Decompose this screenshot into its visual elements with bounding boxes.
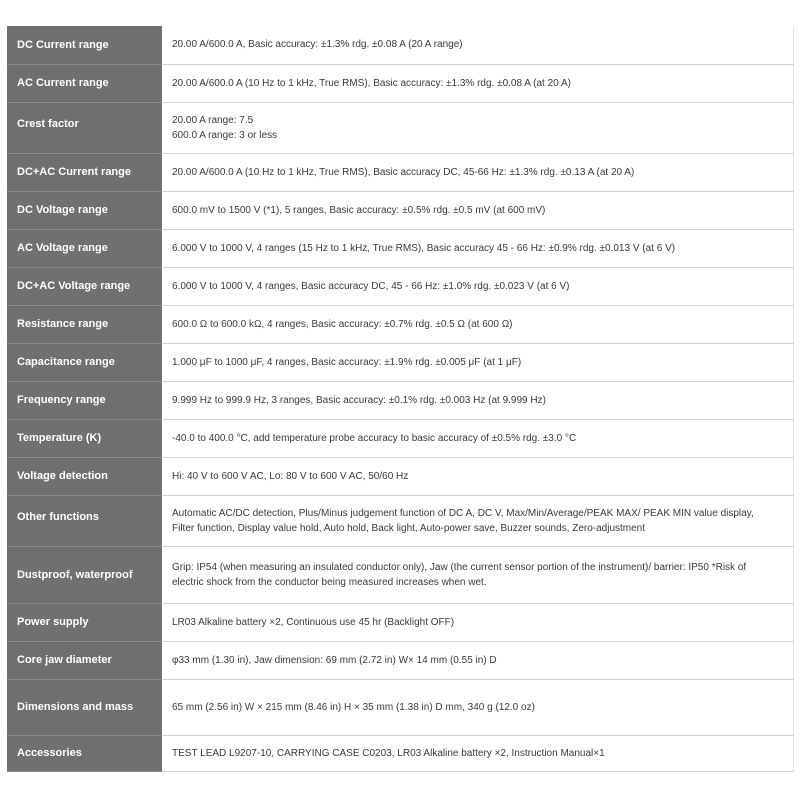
spec-label: Crest factor [7,102,162,153]
spec-value [162,153,794,191]
spec-value-line: 20.00 A/600.0 A (10 Hz to 1 kHz, True RMS), Basic accuracy: ±1.3% rdg. ±0.08 A (at 20 A) [172,77,571,89]
spec-value [162,641,794,679]
spec-label: AC Current range [7,64,162,102]
spec-label: Other functions [7,495,162,546]
spec-value [162,229,794,267]
spec-row-crest-factor [7,102,794,153]
spec-label: Frequency range [7,381,162,419]
spec-value-line: 65 mm (2.56 in) W × 215 mm (8.46 in) H × 35 mm (1.38 in) D mm, 340 g (12.0 oz) [172,701,535,713]
spec-label: Voltage detection [7,457,162,495]
spec-value [162,343,794,381]
spec-row-ac-voltage [7,229,794,267]
spec-value-line: 6.000 V to 1000 V, 4 ranges (15 Hz to 1 kHz, True RMS), Basic accuracy 45 - 66 Hz: ±0.9% rdg. ±0.013 V (at 6 V) [172,242,676,254]
spec-row-power-supply [7,603,794,641]
spec-row-accessories [7,735,794,771]
spec-value [162,26,794,64]
spec-value-line: 9.999 Hz to 999.9 Hz, 3 ranges, Basic accuracy: ±0.1% rdg. ±0.003 Hz (at 9.999 Hz) [172,394,546,406]
spec-value [162,64,794,102]
spec-value [162,679,794,735]
spec-value [162,191,794,229]
spec-value [162,419,794,457]
spec-value-line: -40.0 to 400.0 °C, add temperature probe accuracy to basic accuracy of ±0.5% rdg. ±3.0 °C [172,432,577,444]
spec-value [162,305,794,343]
spec-value-line: LR03 Alkaline battery ×2, Continuous use 45 hr (Backlight OFF) [172,616,455,628]
spec-row-temperature [7,419,794,457]
spec-row-voltage-detection [7,457,794,495]
spec-value-line: electric shock from the conductor being measured increases when wet. [172,576,487,588]
spec-value [162,457,794,495]
spec-label: DC Current range [7,26,162,64]
spec-row-other-functions [7,495,794,546]
spec-label: AC Voltage range [7,229,162,267]
spec-value [162,495,794,546]
spec-value-line: 600.0 Ω to 600.0 kΩ, 4 ranges, Basic accuracy: ±0.7% rdg. ±0.5 Ω (at 600 Ω) [172,318,513,330]
spec-value [162,267,794,305]
spec-row-dustproof [7,546,794,603]
spec-label: Capacitance range [7,343,162,381]
spec-value-line: 600.0 mV to 1500 V (*1), 5 ranges, Basic accuracy: ±0.5% rdg. ±0.5 mV (at 600 mV) [172,204,546,216]
spec-label: Resistance range [7,305,162,343]
spec-value-line: 20.00 A range: 7.5 [172,114,254,126]
spec-value-line: Grip: IP54 (when measuring an insulated conductor only), Jaw (the current sensor portion of the instrument)/ barrier: IP50 *Risk of [172,561,747,573]
spec-label: Temperature (K) [7,419,162,457]
spec-table [7,26,794,772]
spec-row-dcac-voltage [7,267,794,305]
spec-label: Dimensions and mass [7,679,162,735]
spec-row-dc-voltage [7,191,794,229]
spec-value [162,546,794,603]
spec-value [162,735,794,771]
spec-value-line: Filter function, Display value hold, Auto hold, Back light, Auto-power save, Buzzer sounds, Zero-adjustment [172,522,646,534]
spec-label: Power supply [7,603,162,641]
spec-label: DC Voltage range [7,191,162,229]
spec-label: DC+AC Current range [7,153,162,191]
spec-row-frequency [7,381,794,419]
spec-row-capacitance [7,343,794,381]
spec-row-dcac-current [7,153,794,191]
spec-label: DC+AC Voltage range [7,267,162,305]
spec-value-line: 1.000 μF to 1000 μF, 4 ranges, Basic accuracy: ±1.9% rdg. ±0.005 μF (at 1 μF) [172,356,522,368]
spec-row-resistance [7,305,794,343]
spec-row-core-jaw [7,641,794,679]
spec-row-dimensions [7,679,794,735]
spec-value-line: 600.0 A range: 3 or less [172,129,278,141]
spec-table-body [7,26,794,771]
spec-label: Core jaw diameter [7,641,162,679]
spec-value-line: 6.000 V to 1000 V, 4 ranges, Basic accuracy DC, 45 - 66 Hz: ±1.0% rdg. ±0.023 V (at 6 V) [172,280,570,292]
spec-row-dc-current [7,26,794,64]
spec-label: Accessories [7,735,162,771]
spec-value-line: 20.00 A/600.0 A, Basic accuracy: ±1.3% rdg. ±0.08 A (20 A range) [172,39,463,51]
spec-value-line: TEST LEAD L9207-10, CARRYING CASE C0203, LR03 Alkaline battery ×2, Instruction Manual×1 [172,747,605,759]
spec-value [162,102,794,153]
spec-value-line: Automatic AC/DC detection, Plus/Minus judgement function of DC A, DC V, Max/Min/Average/PEAK MAX/ PEAK MIN value display, [172,507,754,519]
spec-value [162,603,794,641]
spec-value-line: 20.00 A/600.0 A (10 Hz to 1 kHz, True RMS), Basic accuracy DC, 45-66 Hz: ±1.3% rdg. ±0.13 A (at 20 A) [172,166,635,178]
spec-row-ac-current [7,64,794,102]
spec-value-line: φ33 mm (1.30 in), Jaw dimension: 69 mm (2.72 in) W× 14 mm (0.55 in) D [172,654,497,666]
spec-value-line: Hi: 40 V to 600 V AC, Lo: 80 V to 600 V AC, 50/60 Hz [172,470,409,482]
spec-label: Dustproof, waterproof [7,546,162,603]
spec-value [162,381,794,419]
